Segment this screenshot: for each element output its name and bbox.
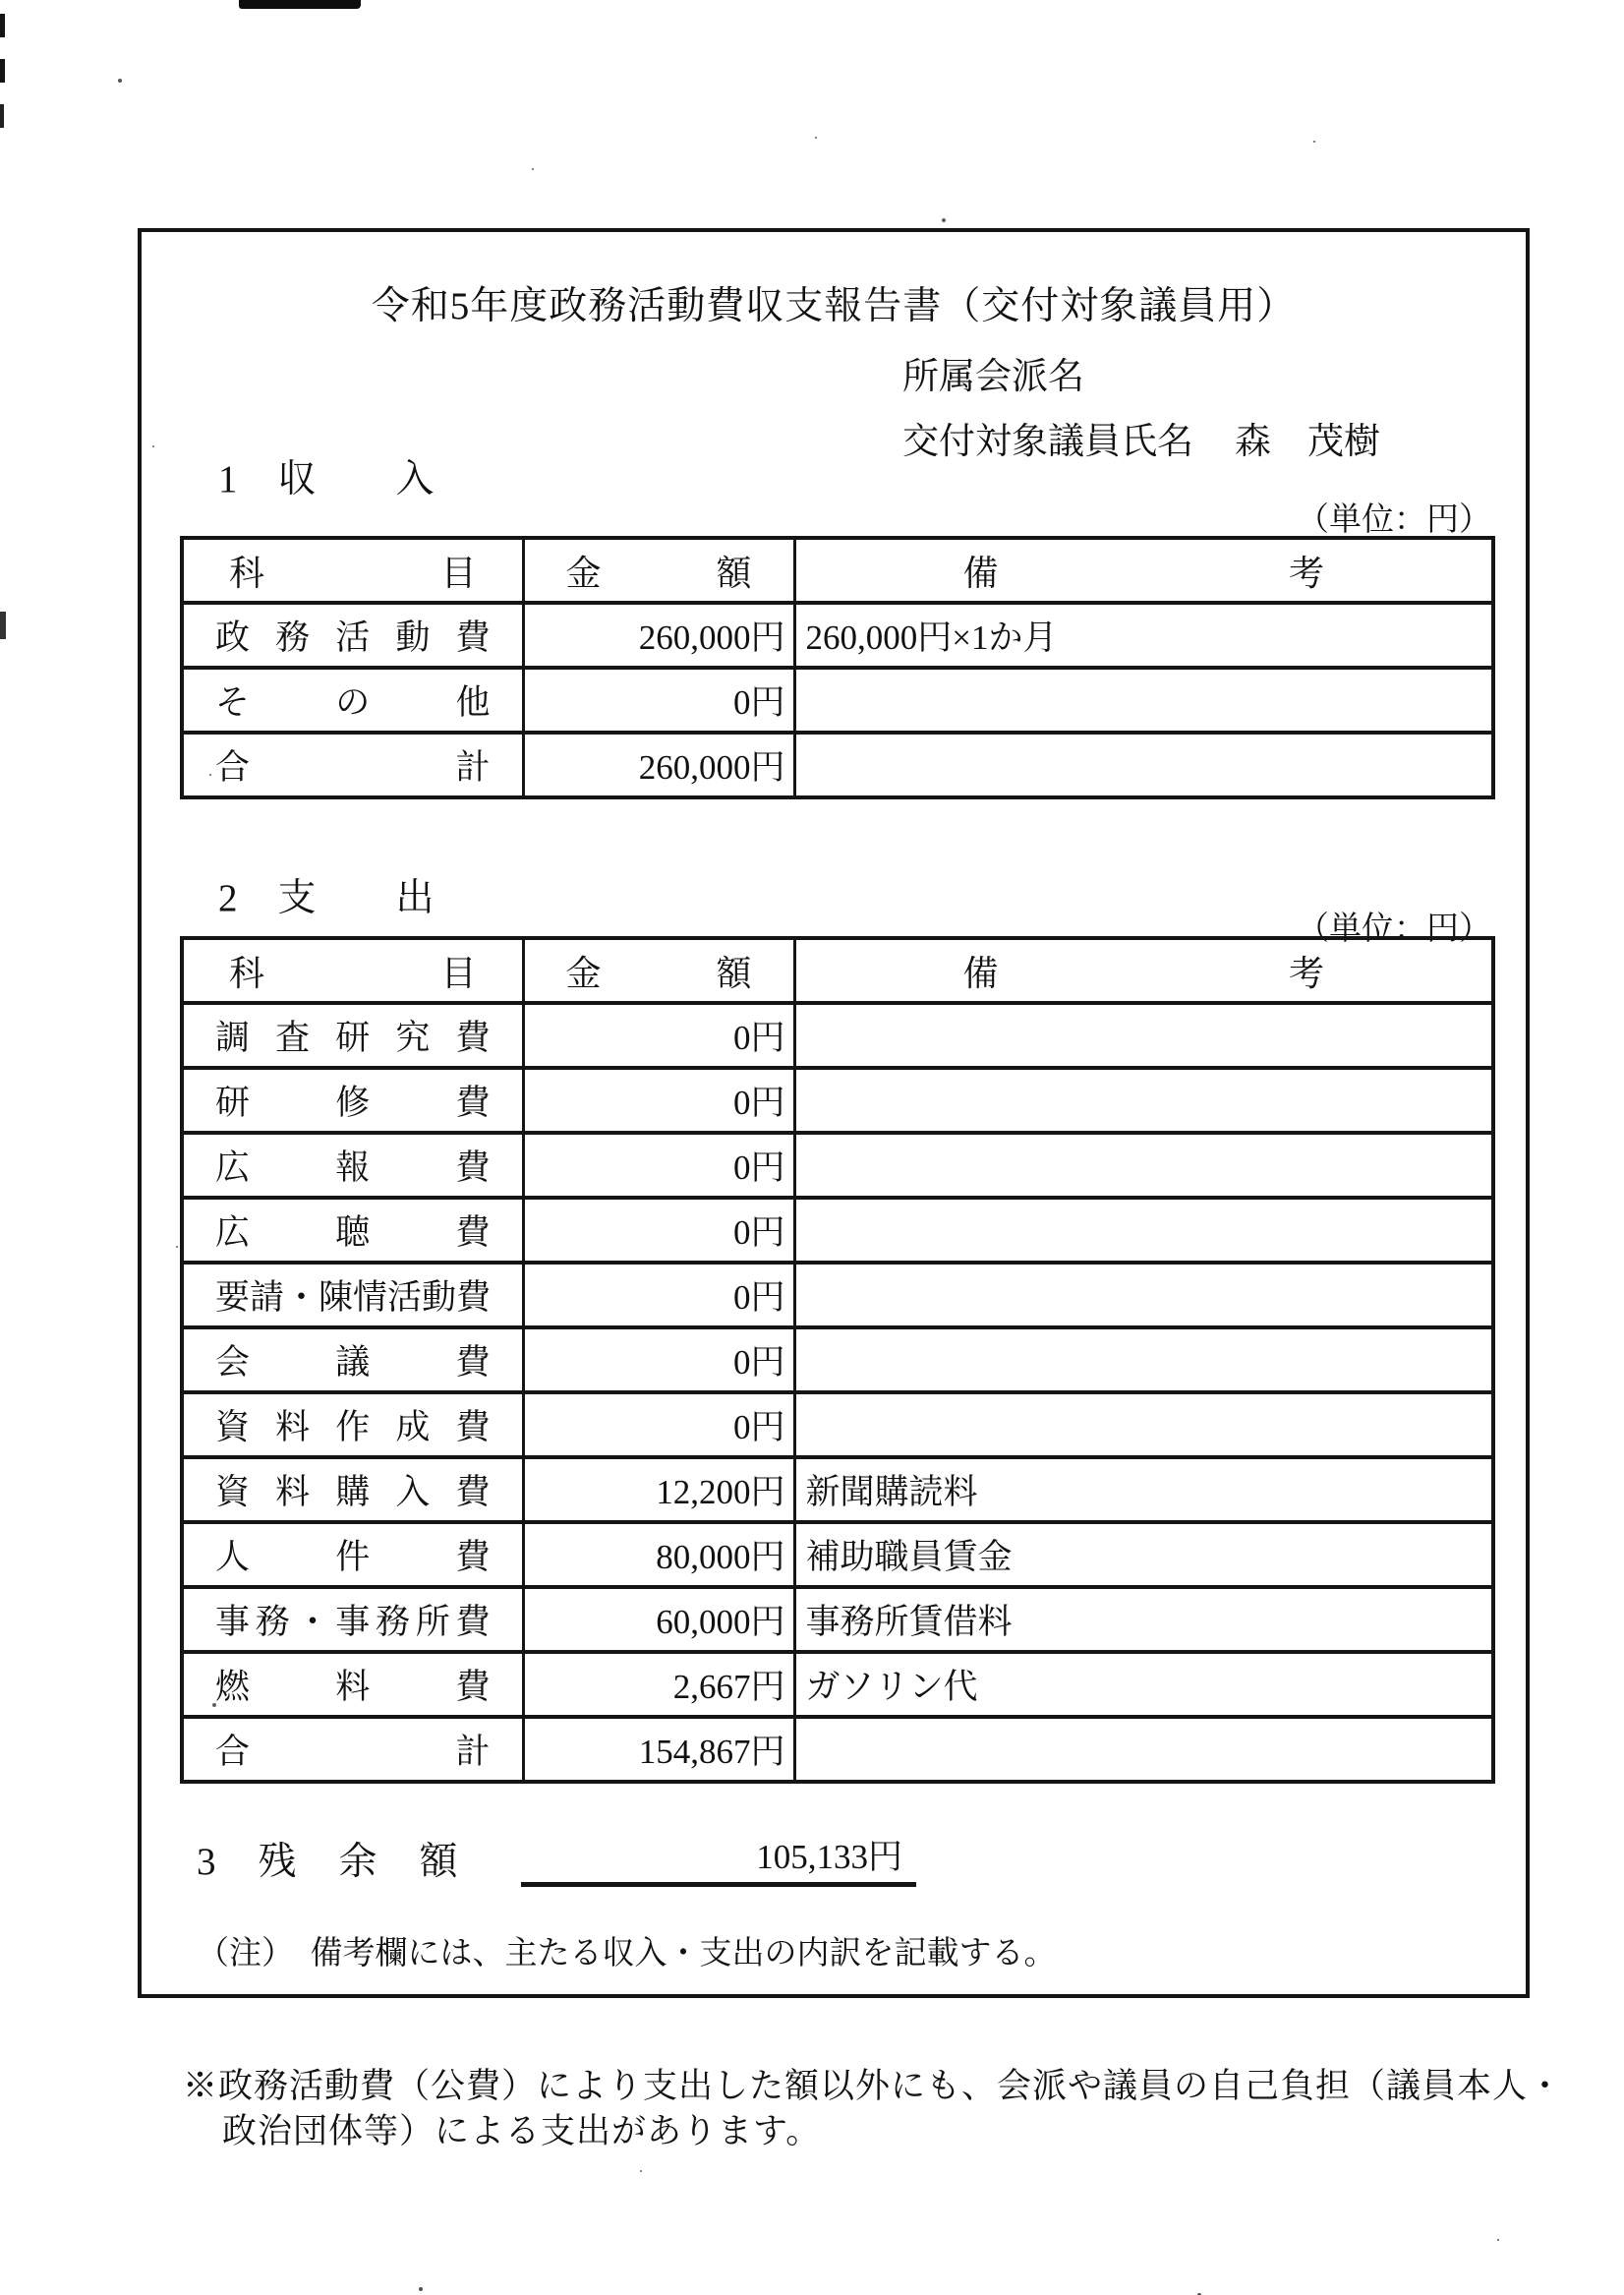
remarks-cell — [794, 1133, 1493, 1198]
amount-cell: 0円 — [523, 1003, 794, 1068]
amount-cell: 0円 — [523, 1327, 794, 1392]
table-header-row — [182, 938, 1493, 1003]
column-header-subject: 科目 — [182, 538, 523, 603]
table-row — [182, 1198, 1493, 1263]
column-header-remarks: 備考 — [794, 538, 1493, 603]
member-name-label: 交付対象議員氏名 — [902, 422, 1193, 462]
column-header-subject: 科目 — [182, 938, 523, 1003]
remarks-cell — [794, 1717, 1493, 1782]
table-row — [182, 1717, 1493, 1782]
remarks-cell — [794, 1198, 1493, 1263]
table-row — [182, 603, 1493, 668]
table-row — [182, 1003, 1493, 1068]
scan-noise-dots — [118, 79, 122, 83]
table-row — [182, 1133, 1493, 1198]
income-section-heading: 1 収 入 — [218, 458, 435, 500]
subject-cell: 資料購入費 — [182, 1457, 523, 1522]
scan-artifact-top — [239, 0, 361, 9]
balance-amount-value: 105,133円 — [756, 1838, 902, 1876]
table-header-row — [182, 538, 1493, 603]
amount-cell: 0円 — [523, 1263, 794, 1327]
amount-cell: 12,200円 — [523, 1457, 794, 1522]
scan-artifact-left-edge — [0, 14, 5, 37]
amount-cell: 0円 — [523, 1392, 794, 1457]
balance-section-heading: 3 残 余 額 — [197, 1841, 460, 1883]
remarks-cell — [794, 1392, 1493, 1457]
table-row — [182, 668, 1493, 733]
expense-section-heading: 2 支 出 — [218, 877, 435, 919]
amount-cell: 80,000円 — [523, 1522, 794, 1587]
report-title: 令和5年度政務活動費収支報告書（交付対象議員用） — [371, 285, 1297, 327]
remarks-cell: 補助職員賃金 — [794, 1522, 1493, 1587]
subject-cell: 調査研究費 — [182, 1003, 523, 1068]
expense-unit-note: （単位：円） — [1297, 912, 1491, 947]
amount-cell: 260,000円 — [523, 733, 794, 797]
subject-cell: 事務・事務所費 — [182, 1587, 523, 1652]
member-name-line — [902, 411, 1380, 464]
remarks-cell: 事務所賃借料 — [794, 1587, 1493, 1652]
column-header-amount: 金額 — [523, 938, 794, 1003]
subject-cell: その他 — [182, 668, 523, 733]
amount-cell: 0円 — [523, 1068, 794, 1133]
amount-cell: 60,000円 — [523, 1587, 794, 1652]
footnote-line-2: 政治団体等）による支出があります。 — [222, 2112, 822, 2150]
expense-table — [180, 936, 1495, 1784]
remarks-cell — [794, 1003, 1493, 1068]
subject-cell: 合計 — [182, 733, 523, 797]
subject-cell: 広聴費 — [182, 1198, 523, 1263]
amount-cell: 0円 — [523, 668, 794, 733]
amount-cell: 154,867円 — [523, 1717, 794, 1782]
table-row — [182, 1392, 1493, 1457]
amount-cell: 0円 — [523, 1198, 794, 1263]
subject-cell: 燃料費 — [182, 1652, 523, 1717]
remarks-cell: 260,000円×1か月 — [794, 603, 1493, 668]
table-row — [182, 1587, 1493, 1652]
table-row — [182, 1652, 1493, 1717]
remarks-cell — [794, 668, 1493, 733]
income-unit-note: （単位：円） — [1297, 502, 1491, 538]
member-name-value: 森 茂樹 — [1235, 422, 1380, 462]
subject-cell: 広報費 — [182, 1133, 523, 1198]
subject-cell: 合計 — [182, 1717, 523, 1782]
table-row — [182, 1327, 1493, 1392]
table-row — [182, 1068, 1493, 1133]
subject-cell: 会議費 — [182, 1327, 523, 1392]
remarks-cell — [794, 1327, 1493, 1392]
faction-name-label: 所属会派名 — [902, 357, 1084, 397]
subject-cell: 政務活動費 — [182, 603, 523, 668]
balance-underline — [521, 1882, 916, 1887]
report-frame — [138, 228, 1530, 1998]
table-row — [182, 1522, 1493, 1587]
subject-cell: 要請・陳情活動費 — [182, 1263, 523, 1327]
column-header-amount: 金額 — [523, 538, 794, 603]
remarks-cell: 新聞購読料 — [794, 1457, 1493, 1522]
amount-cell: 260,000円 — [523, 603, 794, 668]
footnote-line-1: ※政務活動費（公費）により支出した額以外にも、会派や議員の自己負担（議員本人・ — [183, 2067, 1564, 2105]
table-row — [182, 733, 1493, 797]
amount-cell: 0円 — [523, 1133, 794, 1198]
amount-cell: 2,667円 — [523, 1652, 794, 1717]
remarks-cell — [794, 733, 1493, 797]
remarks-instruction-note: （注） 備考欄には、主たる収入・支出の内訳を記載する。 — [197, 1936, 1057, 1971]
table-row — [182, 1457, 1493, 1522]
remarks-cell — [794, 1068, 1493, 1133]
column-header-remarks: 備考 — [794, 938, 1493, 1003]
remarks-cell — [794, 1263, 1493, 1327]
income-table — [180, 536, 1495, 799]
subject-cell: 資料作成費 — [182, 1392, 523, 1457]
table-row — [182, 1263, 1493, 1327]
subject-cell: 人件費 — [182, 1522, 523, 1587]
subject-cell: 研修費 — [182, 1068, 523, 1133]
remarks-cell: ガソリン代 — [794, 1652, 1493, 1717]
